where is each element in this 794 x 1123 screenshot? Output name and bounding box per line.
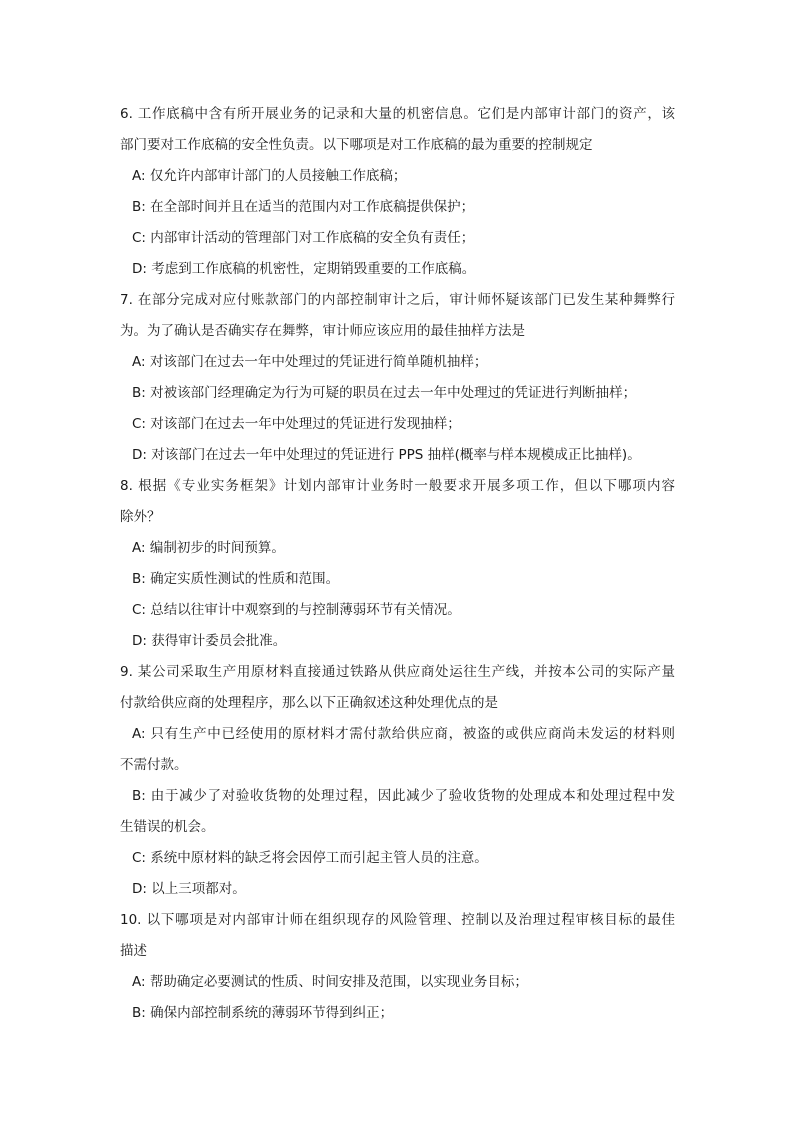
question-10-option-a: A: 帮助确定必要测试的性质、时间安排及范围，以实现业务目标； xyxy=(132,974,528,990)
question-9-option-d: D: 以上三项都对。 xyxy=(132,881,246,897)
question-9-option-b-line-1: B: 由于减少了对验收货物的处理过程，因此减少了验收货物的处理成本和处理过程中发 xyxy=(132,788,675,804)
question-10-text-line-1: 10. 以下哪项是对内部审计师在组织现存的风险管理、控制以及治理过程审核目标的最佳 xyxy=(120,912,675,928)
question-6-text-line-1: 6. 工作底稿中含有所开展业务的记录和大量的机密信息。它们是内部审计部门的资产，该 xyxy=(120,106,675,122)
question-9 xyxy=(120,657,675,905)
question-7-option-c: C: 对该部门在过去一年中处理过的凭证进行发现抽样； xyxy=(132,416,461,432)
question-7-option-b: B: 对被该部门经理确定为行为可疑的职员在过去一年中处理过的凭证进行判断抽样； xyxy=(132,385,637,401)
question-8-text-line-2: 除外？ xyxy=(120,509,161,525)
question-9-text-line-1: 9. 某公司采取生产用原材料直接通过铁路从供应商处运往生产线，并按本公司的实际产量 xyxy=(120,664,675,680)
question-6-option-b: B: 在全部时间并且在适当的范围内对工作底稿提供保护； xyxy=(132,199,475,215)
question-6-text-line-2: 部门要对工作底稿的安全性负责。以下哪项是对工作底稿的最为重要的控制规定 xyxy=(120,137,593,153)
question-7-option-a: A: 对该部门在过去一年中处理过的凭证进行简单随机抽样； xyxy=(132,354,488,370)
question-7-option-d: D: 对该部门在过去一年中处理过的凭证进行 PPS 抽样(概率与样本规模成正比抽样)。 xyxy=(132,447,641,463)
question-6-option-d: D: 考虑到工作底稿的机密性，定期销毁重要的工作底稿。 xyxy=(132,261,476,277)
question-8-option-b: B: 确定实质性测试的性质和范围。 xyxy=(132,571,340,587)
question-7-text-line-2: 为。为了确认是否确实存在舞弊，审计师应该应用的最佳抽样方法是 xyxy=(120,323,525,339)
question-9-option-a-line-2: 不需付款。 xyxy=(120,757,188,773)
question-6-option-c: C: 内部审计活动的管理部门对工作底稿的安全负有责任； xyxy=(132,230,475,246)
question-8-option-a: A: 编制初步的时间预算。 xyxy=(132,540,285,556)
question-8 xyxy=(120,471,675,657)
question-7 xyxy=(120,285,675,471)
question-8-text-line-1: 8. 根据《专业实务框架》计划内部审计业务时一般要求开展多项工作，但以下哪项内容 xyxy=(120,478,675,494)
document-content xyxy=(120,99,675,1029)
question-9-option-b-line-2: 生错误的机会。 xyxy=(120,819,215,835)
question-8-option-d: D: 获得审计委员会批准。 xyxy=(132,633,287,649)
question-10-text-line-2: 描述 xyxy=(120,943,147,959)
question-9-option-a-line-1: A: 只有生产中已经使用的原材料才需付款给供应商，被盗的或供应商尚未发运的材料则 xyxy=(132,726,675,742)
question-10-option-b: B: 确保内部控制系统的薄弱环节得到纠正； xyxy=(132,1005,394,1021)
question-10 xyxy=(120,905,675,1029)
question-8-option-c: C: 总结以往审计中观察到的与控制薄弱环节有关情况。 xyxy=(132,602,461,618)
question-9-text-line-2: 付款给供应商的处理程序，那么以下正确叙述这种处理优点的是 xyxy=(120,695,498,711)
question-6-option-a: A: 仅允许内部审计部门的人员接触工作底稿； xyxy=(132,168,407,184)
question-6 xyxy=(120,99,675,285)
question-7-text-line-1: 7. 在部分完成对应付账款部门的内部控制审计之后，审计师怀疑该部门已发生某种舞弊行 xyxy=(120,292,675,308)
question-9-option-c: C: 系统中原材料的缺乏将会因停工而引起主管人员的注意。 xyxy=(132,850,488,866)
